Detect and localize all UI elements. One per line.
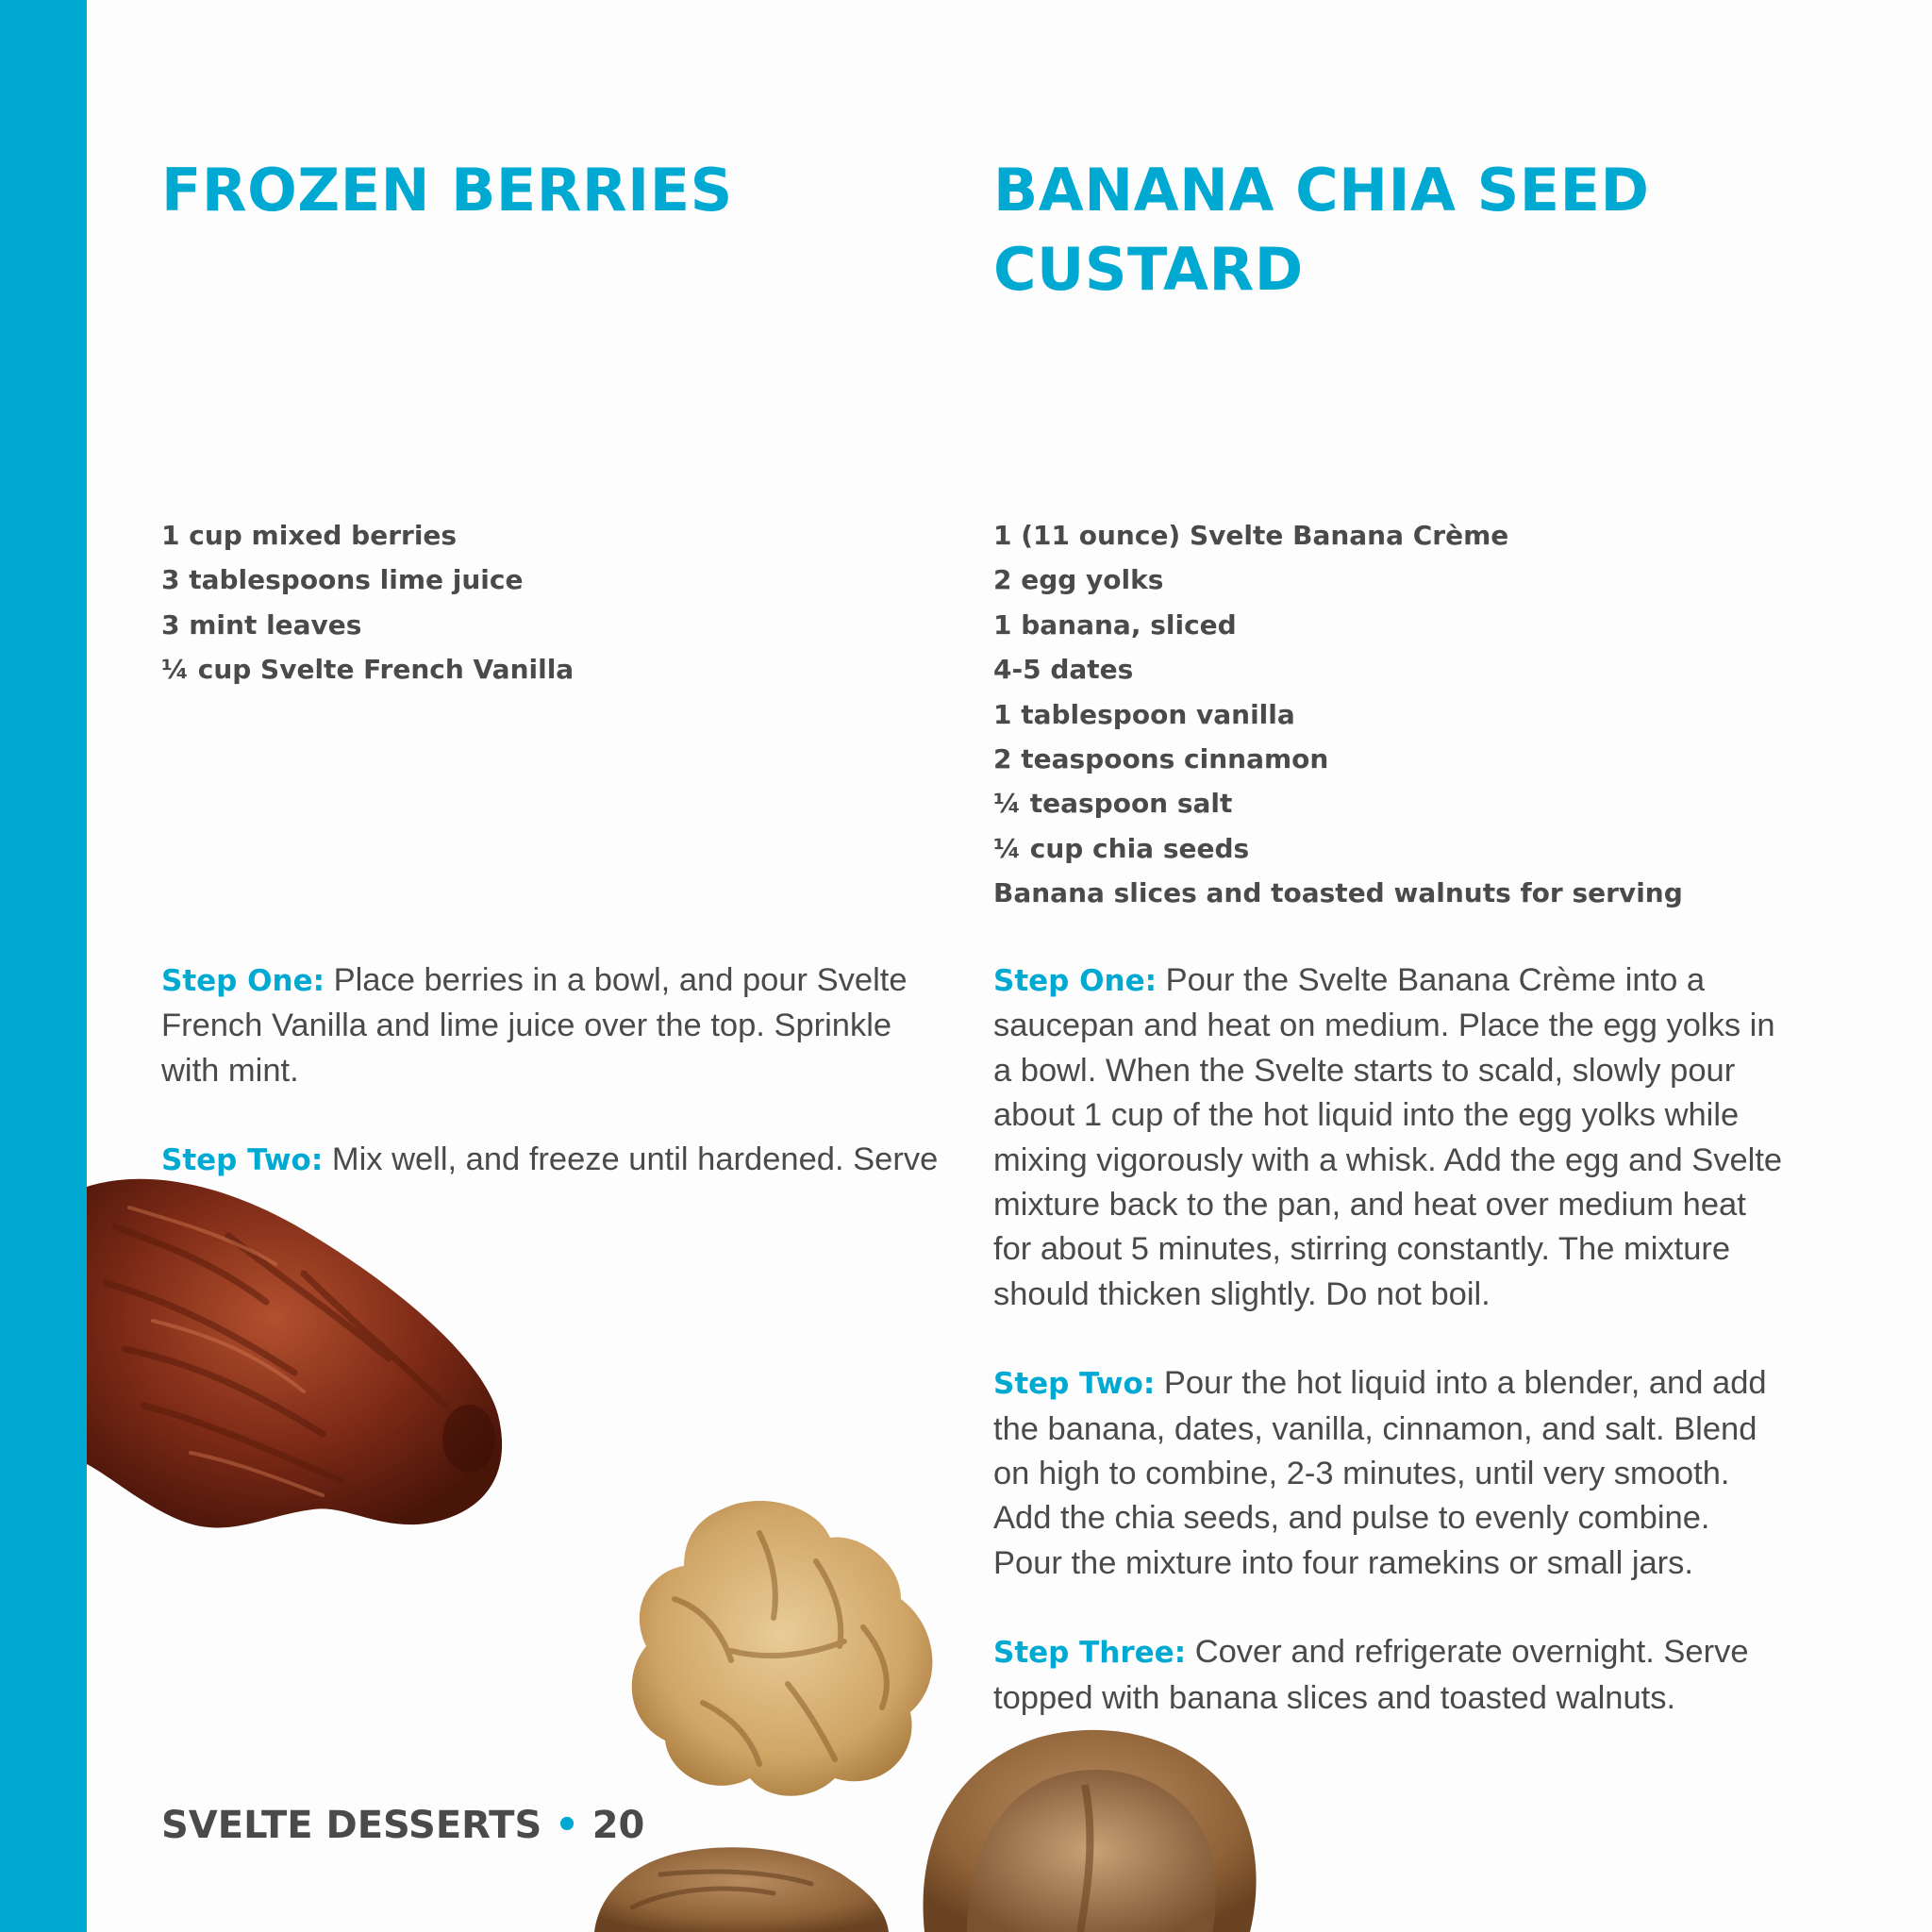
step-text: Pour the hot liquid into a blender, and add the banana, dates, vanilla, cinnamon, and salt. Blend on high to combine, 2-3 minutes, until very smooth. Add the chia seeds, and pulse to evenly combine. Pour the mixture into four ramekins or small jars.	[993, 1365, 1767, 1581]
recipe-title-line: FROZEN BERRIES	[161, 156, 733, 225]
ingredient-item: Banana slices and toasted walnuts for serving	[993, 877, 1683, 909]
step-paragraph	[993, 958, 1786, 1317]
ingredient-list	[993, 513, 1683, 916]
page-footer	[161, 1804, 644, 1847]
step-label: Step Two:	[161, 1143, 324, 1178]
ingredient-item: 1 cup mixed berries	[161, 520, 458, 551]
ingredient-item: 2 teaspoons cinnamon	[993, 743, 1329, 775]
ingredient-item: 3 tablespoons lime juice	[161, 564, 524, 596]
recipe-banana-chia-seed-custard	[993, 151, 1786, 1716]
step-label: Step One:	[993, 964, 1157, 998]
ingredient-item: 2 egg yolks	[993, 564, 1164, 596]
step-label: Step One:	[161, 964, 325, 998]
recipe-title-line: CUSTARD	[993, 235, 1304, 304]
recipe-title	[993, 151, 1786, 309]
step-paragraph	[161, 958, 944, 1093]
step-text: Place berries in a bowl, and pour Svelte French Vanilla and lime juice over the top. Sprinkle with mint.	[161, 962, 908, 1089]
page-number: 20	[591, 1804, 645, 1847]
ingredient-list	[161, 513, 574, 692]
ingredient-item: 1 tablespoon vanilla	[993, 698, 1295, 730]
walnut-shell-image	[591, 1719, 1302, 1932]
ingredient-item: ¼ cup chia seeds	[993, 832, 1250, 864]
recipe-title-line: BANANA CHIA SEED	[993, 156, 1650, 225]
step-text: Cover and refrigerate overnight. Serve topped with banana slices and toasted walnuts.	[993, 1634, 1749, 1716]
step-label: Step Two:	[993, 1367, 1156, 1402]
step-paragraph	[993, 1630, 1786, 1721]
ingredient-item: ¼ teaspoon salt	[993, 788, 1233, 820]
ingredient-item: 4-5 dates	[993, 654, 1134, 686]
recipe-title	[161, 151, 944, 230]
date-fruit-image	[87, 1170, 521, 1585]
ingredient-item: 1 banana, sliced	[993, 608, 1237, 641]
ingredient-item: 3 mint leaves	[161, 608, 362, 641]
footer-separator: •	[555, 1804, 579, 1847]
step-label: Step Three:	[993, 1636, 1187, 1671]
accent-side-bar	[0, 0, 87, 1932]
footer-title: SVELTE DESSERTS	[161, 1804, 542, 1847]
step-text: Pour the Svelte Banana Crème into a saucepan and heat on medium. Place the egg yolks in a bowl. When the Svelte starts to scald, slowly pour about 1 cup of the hot liquid into the egg yolks while mixing vigorously with a whisk. Add the egg and Svelte mixture back to the pan, and heat over medium heat for about 5 minutes, stirring constantly. The mixture should thicken slightly. Do not boil.	[993, 962, 1783, 1312]
ingredient-item: 1 (11 ounce) Svelte Banana Crème	[993, 520, 1509, 551]
step-text: Mix well, and freeze until hardened. Serve	[331, 1141, 939, 1178]
recipe-frozen-berries	[161, 151, 944, 1178]
step-list	[993, 958, 1786, 1765]
step-paragraph	[993, 1361, 1786, 1586]
ingredient-item: ¼ cup Svelte French Vanilla	[161, 654, 575, 686]
